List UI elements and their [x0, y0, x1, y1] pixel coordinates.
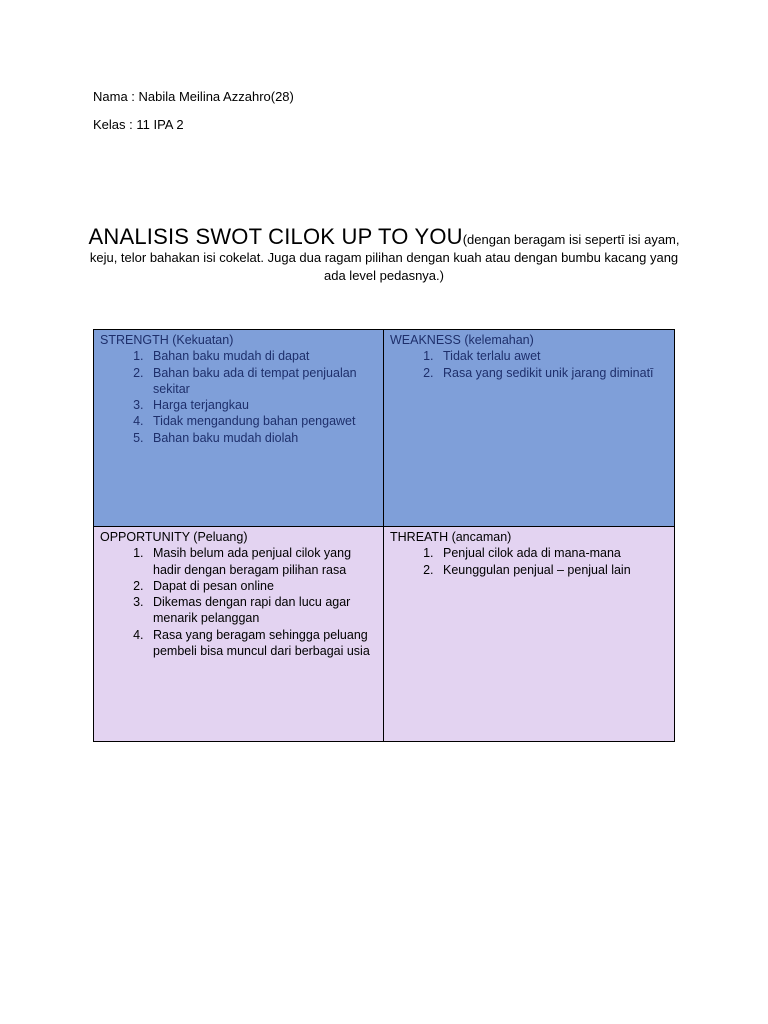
swot-table [93, 329, 675, 742]
list-item: 5. Bahan baku mudah diolah [147, 430, 377, 446]
title-description: (dengan beragam isi sepertī isi ayam, keju, telor bahakan isi cokelat. Juga dua ragam pilihan dengan kuah atau dengan bumbu kacang yang ada level pedasnya.) [89, 232, 680, 283]
strength-title: STRENGTH (Kekuatan) [100, 333, 234, 347]
opportunity-cell [94, 527, 384, 741]
strength-list [100, 348, 377, 446]
threat-list [390, 545, 668, 578]
list-item: 3. Dikemas dengan rapi dan lucu agar menarik pelanggan [147, 594, 377, 627]
threat-title: THREATH (ancaman) [390, 530, 512, 544]
list-item: 3. Harga terjangkau [147, 397, 377, 413]
weakness-cell [384, 330, 674, 527]
list-item: 1. Bahan baku mudah di dapat [147, 348, 377, 364]
opportunity-list [100, 545, 377, 659]
opportunity-title: OPPORTUNITY (Peluang) [100, 530, 248, 544]
weakness-title: WEAKNESS (kelemahan) [390, 333, 534, 347]
threat-cell [384, 527, 674, 741]
student-class: Kelas : 11 IPA 2 [93, 117, 184, 132]
list-item: 2. Keunggulan penjual – penjual lain [437, 562, 668, 578]
list-item: 4. Tidak mengandung bahan pengawet [147, 413, 377, 429]
title-main: ANALISIS SWOT CILOK UP TO YOU [88, 224, 463, 249]
list-item: 1. Masih belum ada penjual cilok yang hadir dengan beragam pilihan rasa [147, 545, 377, 578]
list-item: 2. Bahan baku ada di tempat penjualan sekitar [147, 365, 377, 398]
student-name: Nama : Nabila Meilina Azzahro(28) [93, 89, 294, 104]
weakness-list [390, 348, 668, 381]
list-item: 1. Penjual cilok ada di mana-mana [437, 545, 668, 561]
document-title [88, 224, 680, 285]
strength-cell [94, 330, 384, 527]
list-item: 2. Dapat di pesan online [147, 578, 377, 594]
list-item: 4. Rasa yang beragam sehingga peluang pembeli bisa muncul dari berbagai usia [147, 627, 377, 660]
list-item: 2. Rasa yang sedikit unik jarang diminatī [437, 365, 668, 381]
list-item: 1. Tidak terlalu awet [437, 348, 668, 364]
